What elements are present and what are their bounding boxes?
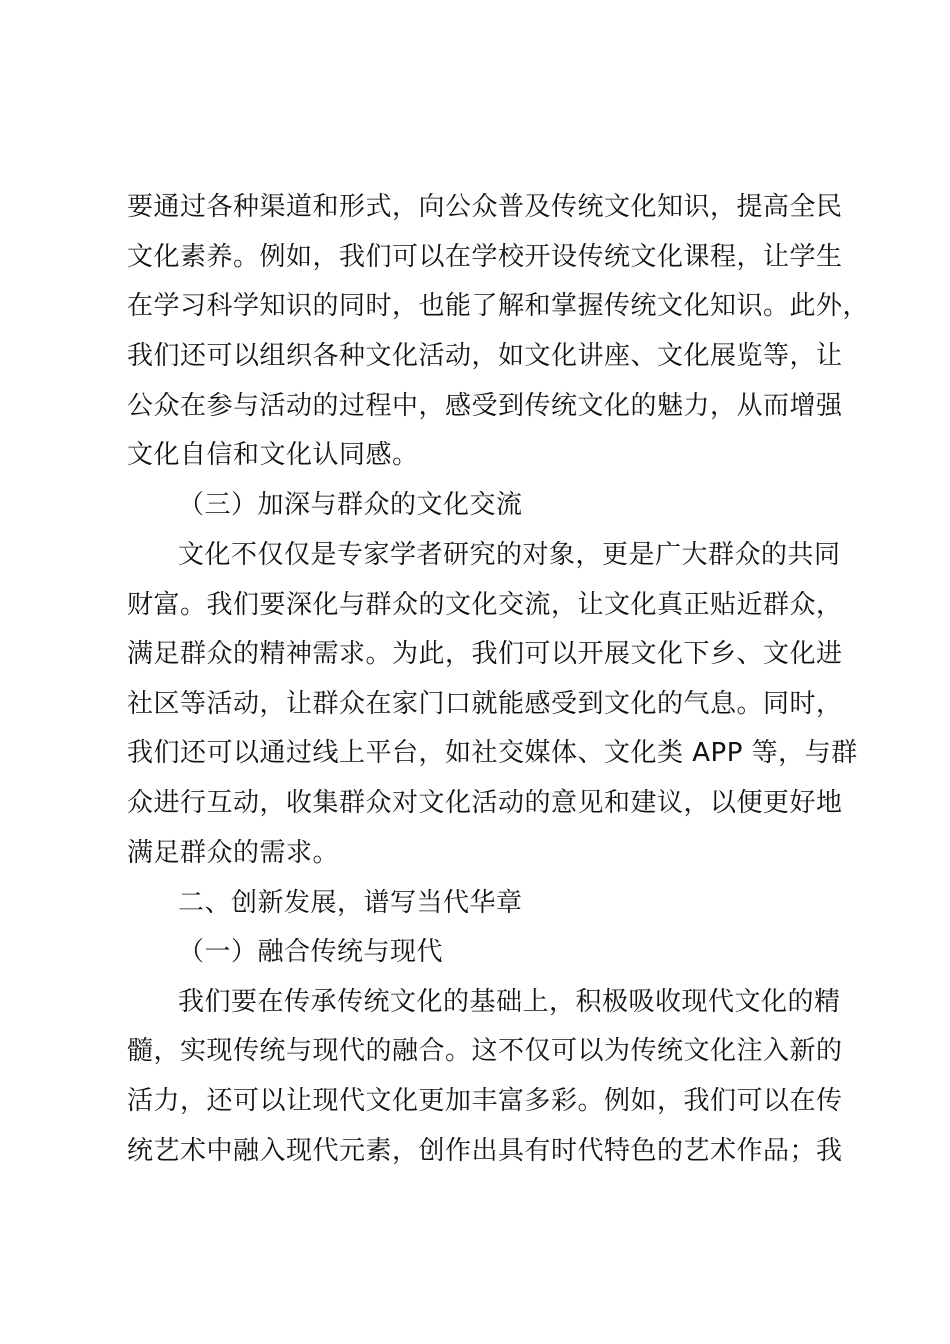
paragraph-line: 统艺术中融入现代元素，创作出具有时代特色的艺术作品；我	[127, 1136, 843, 1166]
paragraph-line: 我们要在传承传统文化的基础上，积极吸收现代文化的精	[178, 987, 841, 1017]
paragraph-line: 我们还可以组织各种文化活动，如文化讲座、文化展览等，让	[127, 341, 843, 371]
paragraph-line: 满足群众的精神需求。为此，我们可以开展文化下乡、文化进	[127, 639, 843, 669]
paragraph-line: 公众在参与活动的过程中，感受到传统文化的魅力，从而增强	[127, 391, 843, 421]
paragraph-line: 财富。我们要深化与群众的文化交流，让文化真正贴近群众，	[127, 590, 843, 620]
section-heading: （一）融合传统与现代	[178, 937, 444, 967]
paragraph-line: 要通过各种渠道和形式，向公众普及传统文化知识，提高全民	[127, 192, 843, 222]
paragraph-line: 众进行互动，收集群众对文化活动的意见和建议，以便更好地	[127, 788, 843, 818]
section-heading: （三）加深与群众的文化交流	[178, 490, 523, 520]
paragraph-line: 在学习科学知识的同时，也能了解和掌握传统文化知识。此外，	[127, 291, 870, 321]
paragraph-line: 活力，还可以让现代文化更加丰富多彩。例如，我们可以在传	[127, 1086, 843, 1116]
paragraph-line: 满足群众的需求。	[127, 838, 340, 868]
paragraph-line: 社区等活动，让群众在家门口就能感受到文化的气息。同时，	[127, 689, 843, 719]
paragraph-line: 文化自信和文化认同感。	[127, 440, 419, 470]
paragraph-line: 文化不仅仅是专家学者研究的对象，更是广大群众的共同	[178, 540, 841, 570]
paragraph-line: 文化素养。例如，我们可以在学校开设传统文化课程，让学生	[127, 242, 843, 272]
chapter-heading: 二、创新发展，谱写当代华章	[178, 888, 523, 918]
paragraph-line: 髓，实现传统与现代的融合。这不仅可以为传统文化注入新的	[127, 1036, 843, 1066]
paragraph-line: 我们还可以通过线上平台，如社交媒体、文化类 APP 等，与群	[127, 738, 858, 768]
